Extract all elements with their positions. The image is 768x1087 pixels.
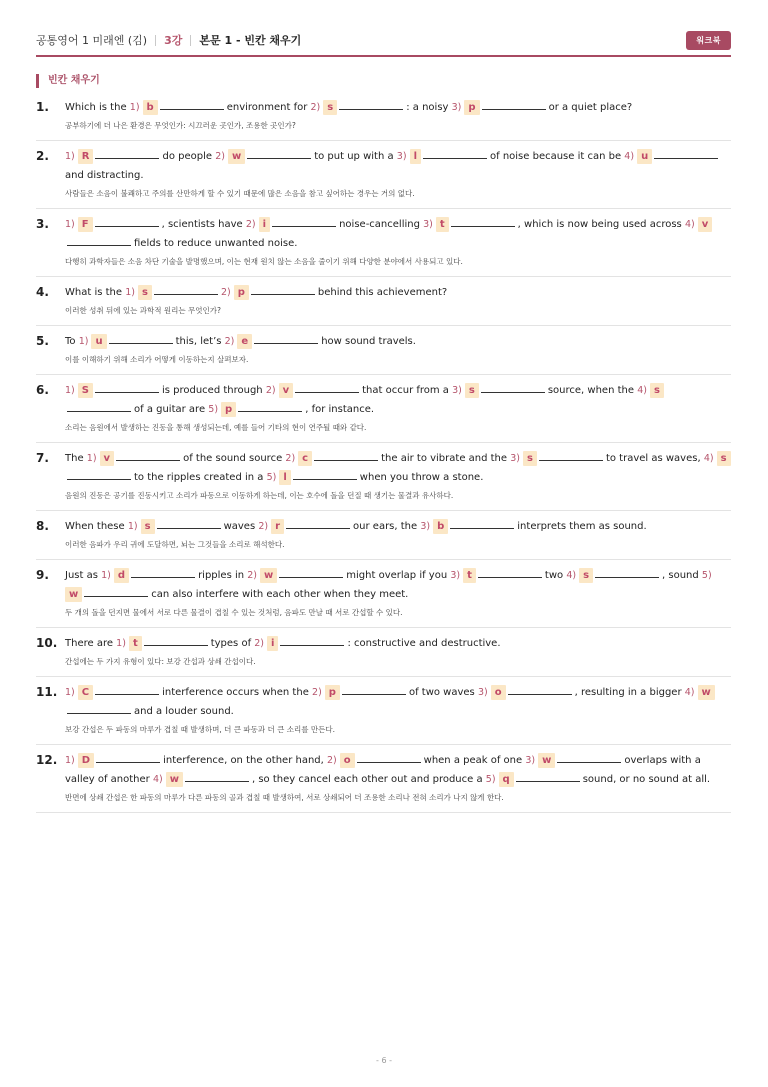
korean-translation: 간섭에는 두 가지 유형이 있다: 보강 간섭과 상쇄 간섭이다. <box>65 657 256 666</box>
korean-translation: 반면에 상쇄 간섭은 한 파동의 마루가 다른 파동의 골과 겹칠 때 발생하여, 서로 상쇄되어 더 조용한 소리나 전혀 소리가 나지 않게 한다. <box>65 793 504 802</box>
blank-number: 1) <box>101 570 111 581</box>
korean-translation: 소리는 음원에서 발생하는 진동을 통해 생성되는데, 예를 들어 기타의 현이 연주될 때와 같다. <box>65 423 367 432</box>
sentence-text: interference, on the other hand, <box>163 755 327 766</box>
sentence-text: overlaps with a valley of another <box>65 755 701 785</box>
answer-blank[interactable] <box>95 147 159 159</box>
sentence-text: : constructive and destructive. <box>347 638 501 649</box>
blank-hint-letter: s <box>465 383 479 398</box>
blank-number: 1) <box>65 755 75 766</box>
blank-number: 2) <box>285 453 296 464</box>
answer-blank[interactable] <box>595 566 659 578</box>
blank-hint-letter: t <box>463 568 476 583</box>
exercise-item <box>36 375 731 443</box>
blank-number: 1) <box>78 336 89 347</box>
sentence-text: What is the <box>65 287 126 298</box>
item-number: 10. <box>36 636 58 650</box>
sentence-text: The <box>65 453 87 464</box>
sentence-text: When these <box>65 521 128 532</box>
page-number: - 6 - <box>376 1056 392 1065</box>
answer-blank[interactable] <box>508 683 572 695</box>
blank-number: 4) <box>624 151 635 162</box>
blank-number: 3) <box>525 755 536 766</box>
exercise-item <box>36 628 731 677</box>
english-sentence <box>65 751 731 789</box>
exercise-item <box>36 209 731 277</box>
blank-hint-letter: v <box>279 383 294 398</box>
sentence-text: behind this achievement? <box>317 287 448 298</box>
sentence-text: of a guitar are <box>134 404 209 415</box>
sentence-text: of two waves <box>408 687 478 698</box>
blank-hint-letter: w <box>65 587 82 602</box>
blank-number: 2) <box>327 755 337 766</box>
sentence-text: to the ripples created in a <box>134 472 267 483</box>
blank-hint-letter: e <box>237 334 252 349</box>
korean-translation: 다행히 과학자들은 소음 차단 기술을 발명했으며, 이는 현재 원치 않는 소음을 줄이기 위해 다양한 분야에서 사용되고 있다. <box>65 257 463 266</box>
blank-number: 4) <box>684 219 695 230</box>
item-number: 9. <box>36 568 49 582</box>
english-sentence <box>65 566 731 604</box>
exercise-item <box>36 511 731 560</box>
english-sentence <box>65 517 731 536</box>
answer-blank[interactable] <box>557 751 621 763</box>
answer-blank[interactable] <box>84 585 148 597</box>
blank-number: 1) <box>125 287 135 298</box>
sentence-text: the air to vibrate and the <box>381 453 511 464</box>
blank-number: 3) <box>510 453 520 464</box>
answer-blank[interactable] <box>339 98 403 110</box>
sentence-text: to travel as waves, <box>605 453 704 464</box>
blank-hint-letter: l <box>410 149 421 164</box>
blank-hint-letter: q <box>499 772 514 787</box>
english-sentence <box>65 147 731 185</box>
answer-blank[interactable] <box>238 400 302 412</box>
sentence-text: that occur from a <box>362 385 453 396</box>
answer-blank[interactable] <box>423 147 487 159</box>
blank-hint-letter: t <box>129 636 142 651</box>
item-number: 6. <box>36 383 49 397</box>
blank-number: 4) <box>566 570 577 581</box>
blank-number: 2) <box>220 287 231 298</box>
blank-hint-letter: C <box>78 685 93 700</box>
section-label: 본문 1 - 빈칸 채우기 <box>199 34 302 47</box>
sentence-text: might overlap if you <box>346 570 451 581</box>
sentence-text: can also interfere with each other when they meet. <box>151 589 409 600</box>
answer-blank[interactable] <box>293 468 357 480</box>
item-number: 7. <box>36 451 49 465</box>
header-divider <box>190 35 191 46</box>
blank-number: 3) <box>477 687 488 698</box>
sentence-text: and distracting. <box>65 170 144 181</box>
sentence-text: how sound travels. <box>321 336 416 347</box>
answer-blank[interactable] <box>95 683 159 695</box>
exercise-item <box>36 677 731 745</box>
korean-translation: 이를 이해하기 위해 소리가 어떻게 이동하는지 살펴보자. <box>65 355 249 364</box>
sentence-text: To <box>65 336 79 347</box>
answer-blank[interactable] <box>109 332 173 344</box>
korean-translation: 사람들은 소음이 불쾌하고 주의를 산만하게 할 수 있기 때문에 많은 소음을 참고 싶어하는 경우는 거의 없다. <box>65 189 415 198</box>
blank-hint-letter: s <box>141 519 155 534</box>
sentence-text: , which is now being used across <box>517 219 685 230</box>
sentence-text: this, let’s <box>175 336 225 347</box>
blank-hint-letter: l <box>279 470 290 485</box>
blank-number: 4) <box>152 774 163 785</box>
blank-hint-letter: c <box>298 451 312 466</box>
blank-number: 1) <box>65 687 75 698</box>
blank-number: 2) <box>312 687 322 698</box>
exercise-list <box>36 92 731 813</box>
answer-blank[interactable] <box>280 634 344 646</box>
blank-number: 1) <box>116 638 126 649</box>
exercise-item <box>36 141 731 209</box>
blank-number: 1) <box>65 219 75 230</box>
answer-blank[interactable] <box>254 332 318 344</box>
exercise-item <box>36 92 731 141</box>
blank-hint-letter: p <box>464 100 479 115</box>
blank-number: 1) <box>65 385 75 396</box>
sentence-text: environment for <box>226 102 311 113</box>
sentence-text: , scientists have <box>161 219 246 230</box>
blank-number: 4) <box>684 687 695 698</box>
blank-hint-letter: p <box>325 685 340 700</box>
answer-blank[interactable] <box>342 683 406 695</box>
blank-hint-letter: s <box>138 285 152 300</box>
blank-number: 2) <box>265 385 276 396</box>
exercise-item <box>36 745 731 813</box>
answer-blank[interactable] <box>295 381 359 393</box>
blank-number: 4) <box>703 453 714 464</box>
book-title: 공통영어 1 미래엔 (김) <box>36 34 148 47</box>
lesson-label: 3강 <box>164 34 183 47</box>
blank-hint-letter: w <box>166 772 183 787</box>
sentence-text: , sound <box>662 570 702 581</box>
blank-hint-letter: v <box>698 217 713 232</box>
blank-hint-letter: w <box>260 568 277 583</box>
answer-blank[interactable] <box>654 147 718 159</box>
blank-hint-letter: F <box>78 217 93 232</box>
blank-hint-letter: s <box>323 100 337 115</box>
sentence-text: fields to reduce unwanted noise. <box>134 238 298 249</box>
english-sentence <box>65 98 731 117</box>
item-number: 2. <box>36 149 49 163</box>
blank-hint-letter: v <box>100 451 115 466</box>
blank-hint-letter: S <box>78 383 93 398</box>
blank-hint-letter: R <box>78 149 94 164</box>
answer-blank[interactable] <box>67 702 131 714</box>
sentence-text: Which is the <box>65 102 130 113</box>
answer-blank[interactable] <box>67 400 131 412</box>
sentence-text: our ears, the <box>353 521 421 532</box>
workbook-badge: 워크북 <box>686 31 731 50</box>
blank-hint-letter: u <box>91 334 106 349</box>
item-number: 11. <box>36 685 58 699</box>
blank-hint-letter: d <box>114 568 129 583</box>
answer-blank[interactable] <box>251 283 315 295</box>
blank-hint-letter: s <box>650 383 664 398</box>
blank-hint-letter: t <box>436 217 449 232</box>
answer-blank[interactable] <box>157 517 221 529</box>
sentence-text: do people <box>162 151 216 162</box>
sentence-text: , for instance. <box>305 404 375 415</box>
korean-translation: 이러한 성취 뒤에 있는 과학적 원리는 무엇인가? <box>65 306 221 315</box>
blank-number: 2) <box>224 336 235 347</box>
exercise-item <box>36 443 731 511</box>
sentence-text: types of <box>210 638 255 649</box>
answer-blank[interactable] <box>144 634 208 646</box>
sentence-text: ripples in <box>198 570 248 581</box>
blank-hint-letter: w <box>538 753 555 768</box>
blank-hint-letter: p <box>221 402 236 417</box>
answer-blank[interactable] <box>185 770 249 782</box>
blank-number: 2) <box>310 102 321 113</box>
sentence-text: There are <box>65 638 117 649</box>
blank-hint-letter: b <box>143 100 158 115</box>
answer-blank[interactable] <box>67 468 131 480</box>
blank-number: 3) <box>420 521 431 532</box>
english-sentence <box>65 215 731 253</box>
korean-translation: 이러한 음파가 우리 귀에 도달하면, 뇌는 그것들을 소리로 해석한다. <box>65 540 285 549</box>
blank-number: 3) <box>451 102 462 113</box>
header-rule <box>36 55 731 57</box>
sentence-text: : a noisy <box>406 102 452 113</box>
blank-hint-letter: o <box>340 753 355 768</box>
blank-hint-letter: r <box>271 519 284 534</box>
sentence-text: when you throw a stone. <box>359 472 484 483</box>
blank-hint-letter: s <box>579 568 593 583</box>
blank-number: 3) <box>450 570 461 581</box>
answer-blank[interactable] <box>451 215 515 227</box>
sentence-text: , so they cancel each other out and produce a <box>251 774 486 785</box>
blank-hint-letter: s <box>717 451 731 466</box>
blank-number: 5) <box>701 570 712 581</box>
answer-blank[interactable] <box>482 98 546 110</box>
sentence-text: interprets them as sound. <box>517 521 647 532</box>
sentence-text: noise-cancelling <box>339 219 424 230</box>
english-sentence <box>65 283 731 302</box>
answer-blank[interactable] <box>131 566 195 578</box>
english-sentence <box>65 381 731 419</box>
blank-hint-letter: i <box>267 636 278 651</box>
answer-blank[interactable] <box>95 215 159 227</box>
blank-hint-letter: i <box>259 217 270 232</box>
blank-number: 1) <box>129 102 140 113</box>
item-number: 3. <box>36 217 49 231</box>
sentence-text: of noise because it can be <box>490 151 625 162</box>
korean-translation: 보강 간섭은 두 파동의 마루가 겹칠 때 발생하며, 더 큰 파동과 더 큰 소리를 만든다. <box>65 725 335 734</box>
page-header <box>36 30 731 50</box>
sentence-text: source, when the <box>547 385 638 396</box>
blank-number: 1) <box>127 521 138 532</box>
item-number: 4. <box>36 285 49 299</box>
blank-number: 3) <box>396 151 407 162</box>
answer-blank[interactable] <box>314 449 378 461</box>
sentence-text: interference occurs when the <box>162 687 313 698</box>
answer-blank[interactable] <box>450 517 514 529</box>
blank-number: 1) <box>86 453 97 464</box>
blank-hint-letter: u <box>637 149 652 164</box>
blank-number: 2) <box>245 219 256 230</box>
answer-blank[interactable] <box>247 147 311 159</box>
blank-hint-letter: s <box>523 451 537 466</box>
item-number: 5. <box>36 334 49 348</box>
answer-blank[interactable] <box>154 283 218 295</box>
item-number: 12. <box>36 753 58 767</box>
answer-blank[interactable] <box>481 381 545 393</box>
sentence-text: is produced through <box>161 385 266 396</box>
blank-number: 5) <box>266 472 277 483</box>
blank-hint-letter: o <box>491 685 506 700</box>
korean-translation: 공부하기에 더 나은 환경은 무엇인가: 시끄러운 곳인가, 조용한 곳인가? <box>65 121 296 130</box>
blank-number: 2) <box>247 570 258 581</box>
blank-number: 2) <box>254 638 265 649</box>
sentence-text: waves <box>223 521 259 532</box>
answer-blank[interactable] <box>95 381 159 393</box>
blank-number: 3) <box>452 385 462 396</box>
answer-blank[interactable] <box>357 751 421 763</box>
item-number: 1. <box>36 100 49 114</box>
item-number: 8. <box>36 519 49 533</box>
section-title: 빈칸 채우기 <box>36 74 100 88</box>
sentence-text: when a peak of one <box>423 755 526 766</box>
blank-hint-letter: w <box>228 149 245 164</box>
blank-number: 5) <box>485 774 496 785</box>
answer-blank[interactable] <box>286 517 350 529</box>
sentence-text: , resulting in a bigger <box>574 687 685 698</box>
english-sentence <box>65 332 731 351</box>
blank-number: 4) <box>637 385 647 396</box>
exercise-item <box>36 560 731 628</box>
blank-hint-letter: b <box>433 519 448 534</box>
english-sentence <box>65 449 731 487</box>
sentence-text: to put up with a <box>314 151 397 162</box>
answer-blank[interactable] <box>478 566 542 578</box>
exercise-item <box>36 277 731 326</box>
korean-translation: 음원의 진동은 공기를 진동시키고 소리가 파동으로 이동하게 하는데, 이는 호수에 돌을 던질 때 생기는 물결과 유사하다. <box>65 491 454 500</box>
blank-hint-letter: p <box>234 285 249 300</box>
answer-blank[interactable] <box>67 234 131 246</box>
exercise-item <box>36 326 731 375</box>
sentence-text: and a louder sound. <box>134 706 234 717</box>
blank-number: 2) <box>258 521 269 532</box>
answer-blank[interactable] <box>279 566 343 578</box>
answer-blank[interactable] <box>272 215 336 227</box>
answer-blank[interactable] <box>160 98 224 110</box>
answer-blank[interactable] <box>516 770 580 782</box>
blank-number: 2) <box>215 151 225 162</box>
blank-hint-letter: w <box>698 685 715 700</box>
answer-blank[interactable] <box>539 449 603 461</box>
sentence-text: Just as <box>65 570 102 581</box>
sentence-text: sound, or no sound at all. <box>582 774 711 785</box>
blank-number: 5) <box>208 404 219 415</box>
answer-blank[interactable] <box>116 449 180 461</box>
english-sentence <box>65 683 731 721</box>
blank-number: 3) <box>423 219 433 230</box>
korean-translation: 두 개의 돌을 던지면 물에서 서로 다른 물결이 겹칠 수 있는 것처럼, 음파도 만날 때 서로 간섭할 수 있다. <box>65 608 403 617</box>
sentence-text: two <box>544 570 567 581</box>
sentence-text: or a quiet place? <box>548 102 633 113</box>
blank-hint-letter: D <box>78 753 94 768</box>
sentence-text: of the sound source <box>183 453 286 464</box>
answer-blank[interactable] <box>96 751 160 763</box>
header-divider <box>155 35 156 46</box>
english-sentence <box>65 634 731 653</box>
blank-number: 1) <box>65 151 75 162</box>
